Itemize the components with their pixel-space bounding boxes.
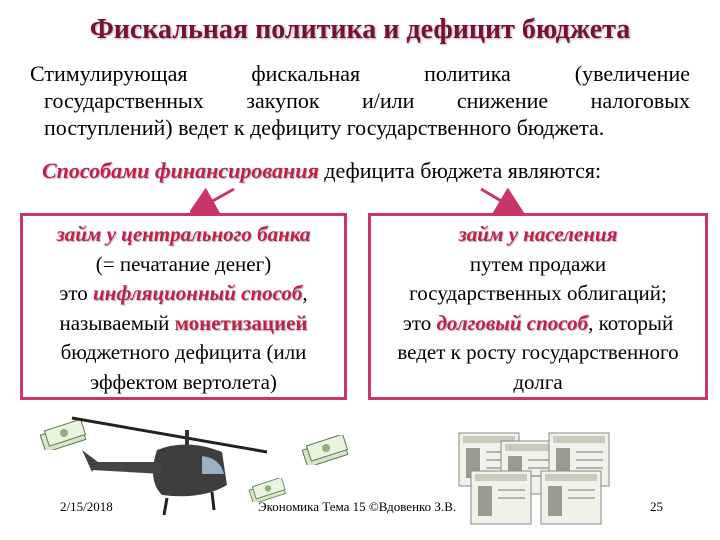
bond-certificate-icon — [540, 470, 602, 525]
central-bank-line-6: эффектом вертолета) — [90, 369, 277, 394]
money-bundle-icon — [302, 435, 350, 465]
intro-paragraph — [30, 60, 690, 141]
page-number: 25 — [650, 499, 663, 514]
central-bank-heading: займ у центрального банка — [56, 222, 311, 246]
population-line-6: долга — [513, 369, 563, 394]
population-loan-box — [368, 213, 708, 400]
central-bank-loan-box — [20, 213, 347, 400]
debt-method-accent: долговый способ — [436, 310, 589, 335]
intro-line-3: поступлений) ведет к дефициту государственного бюджета. — [44, 115, 605, 140]
monetization-accent: монетизацией — [174, 310, 308, 335]
population-line-4-prefix: это — [402, 310, 437, 335]
footer-credit: Экономика Тема 15 ©Вдовенко З.В. — [258, 499, 457, 514]
population-line-2: путем продажи — [469, 251, 607, 276]
central-bank-line-3-suffix: , — [302, 281, 308, 305]
central-bank-line-2: (= печатание денег) — [95, 251, 272, 276]
population-line-4 — [371, 309, 705, 339]
population-line-5: ведет к росту государственного — [397, 340, 679, 364]
central-bank-line-3-prefix: это — [59, 281, 93, 305]
footer-date: 2/15/2018 — [60, 499, 113, 514]
financing-methods-rest: дефицита бюджета являются: — [318, 158, 602, 183]
slide-title: Фискальная политика и дефицит бюджета — [89, 14, 631, 45]
intro-line-1: Стимулирующая фискальная политика (увеличение — [30, 61, 690, 86]
central-bank-line-5: бюджетного дефицита (или — [60, 340, 307, 364]
population-line-3: государственных облигаций; — [409, 281, 667, 305]
central-bank-line-4-prefix: называемый — [59, 310, 175, 335]
intro-line-2: государственных закупок и/или снижение налоговых — [44, 88, 690, 113]
population-line-4-suffix: , который — [588, 310, 674, 335]
central-bank-line-4 — [23, 309, 344, 339]
arrow-left-icon — [190, 186, 240, 216]
financing-methods-heading — [42, 158, 601, 184]
central-bank-line-3 — [23, 279, 344, 309]
inflation-method-accent: инфляционный способ — [93, 281, 303, 305]
population-heading: займ у населения — [458, 222, 618, 246]
arrow-right-icon — [475, 186, 525, 216]
bond-certificate-icon — [470, 470, 532, 525]
financing-methods-accent: Способами финансирования — [42, 158, 319, 183]
